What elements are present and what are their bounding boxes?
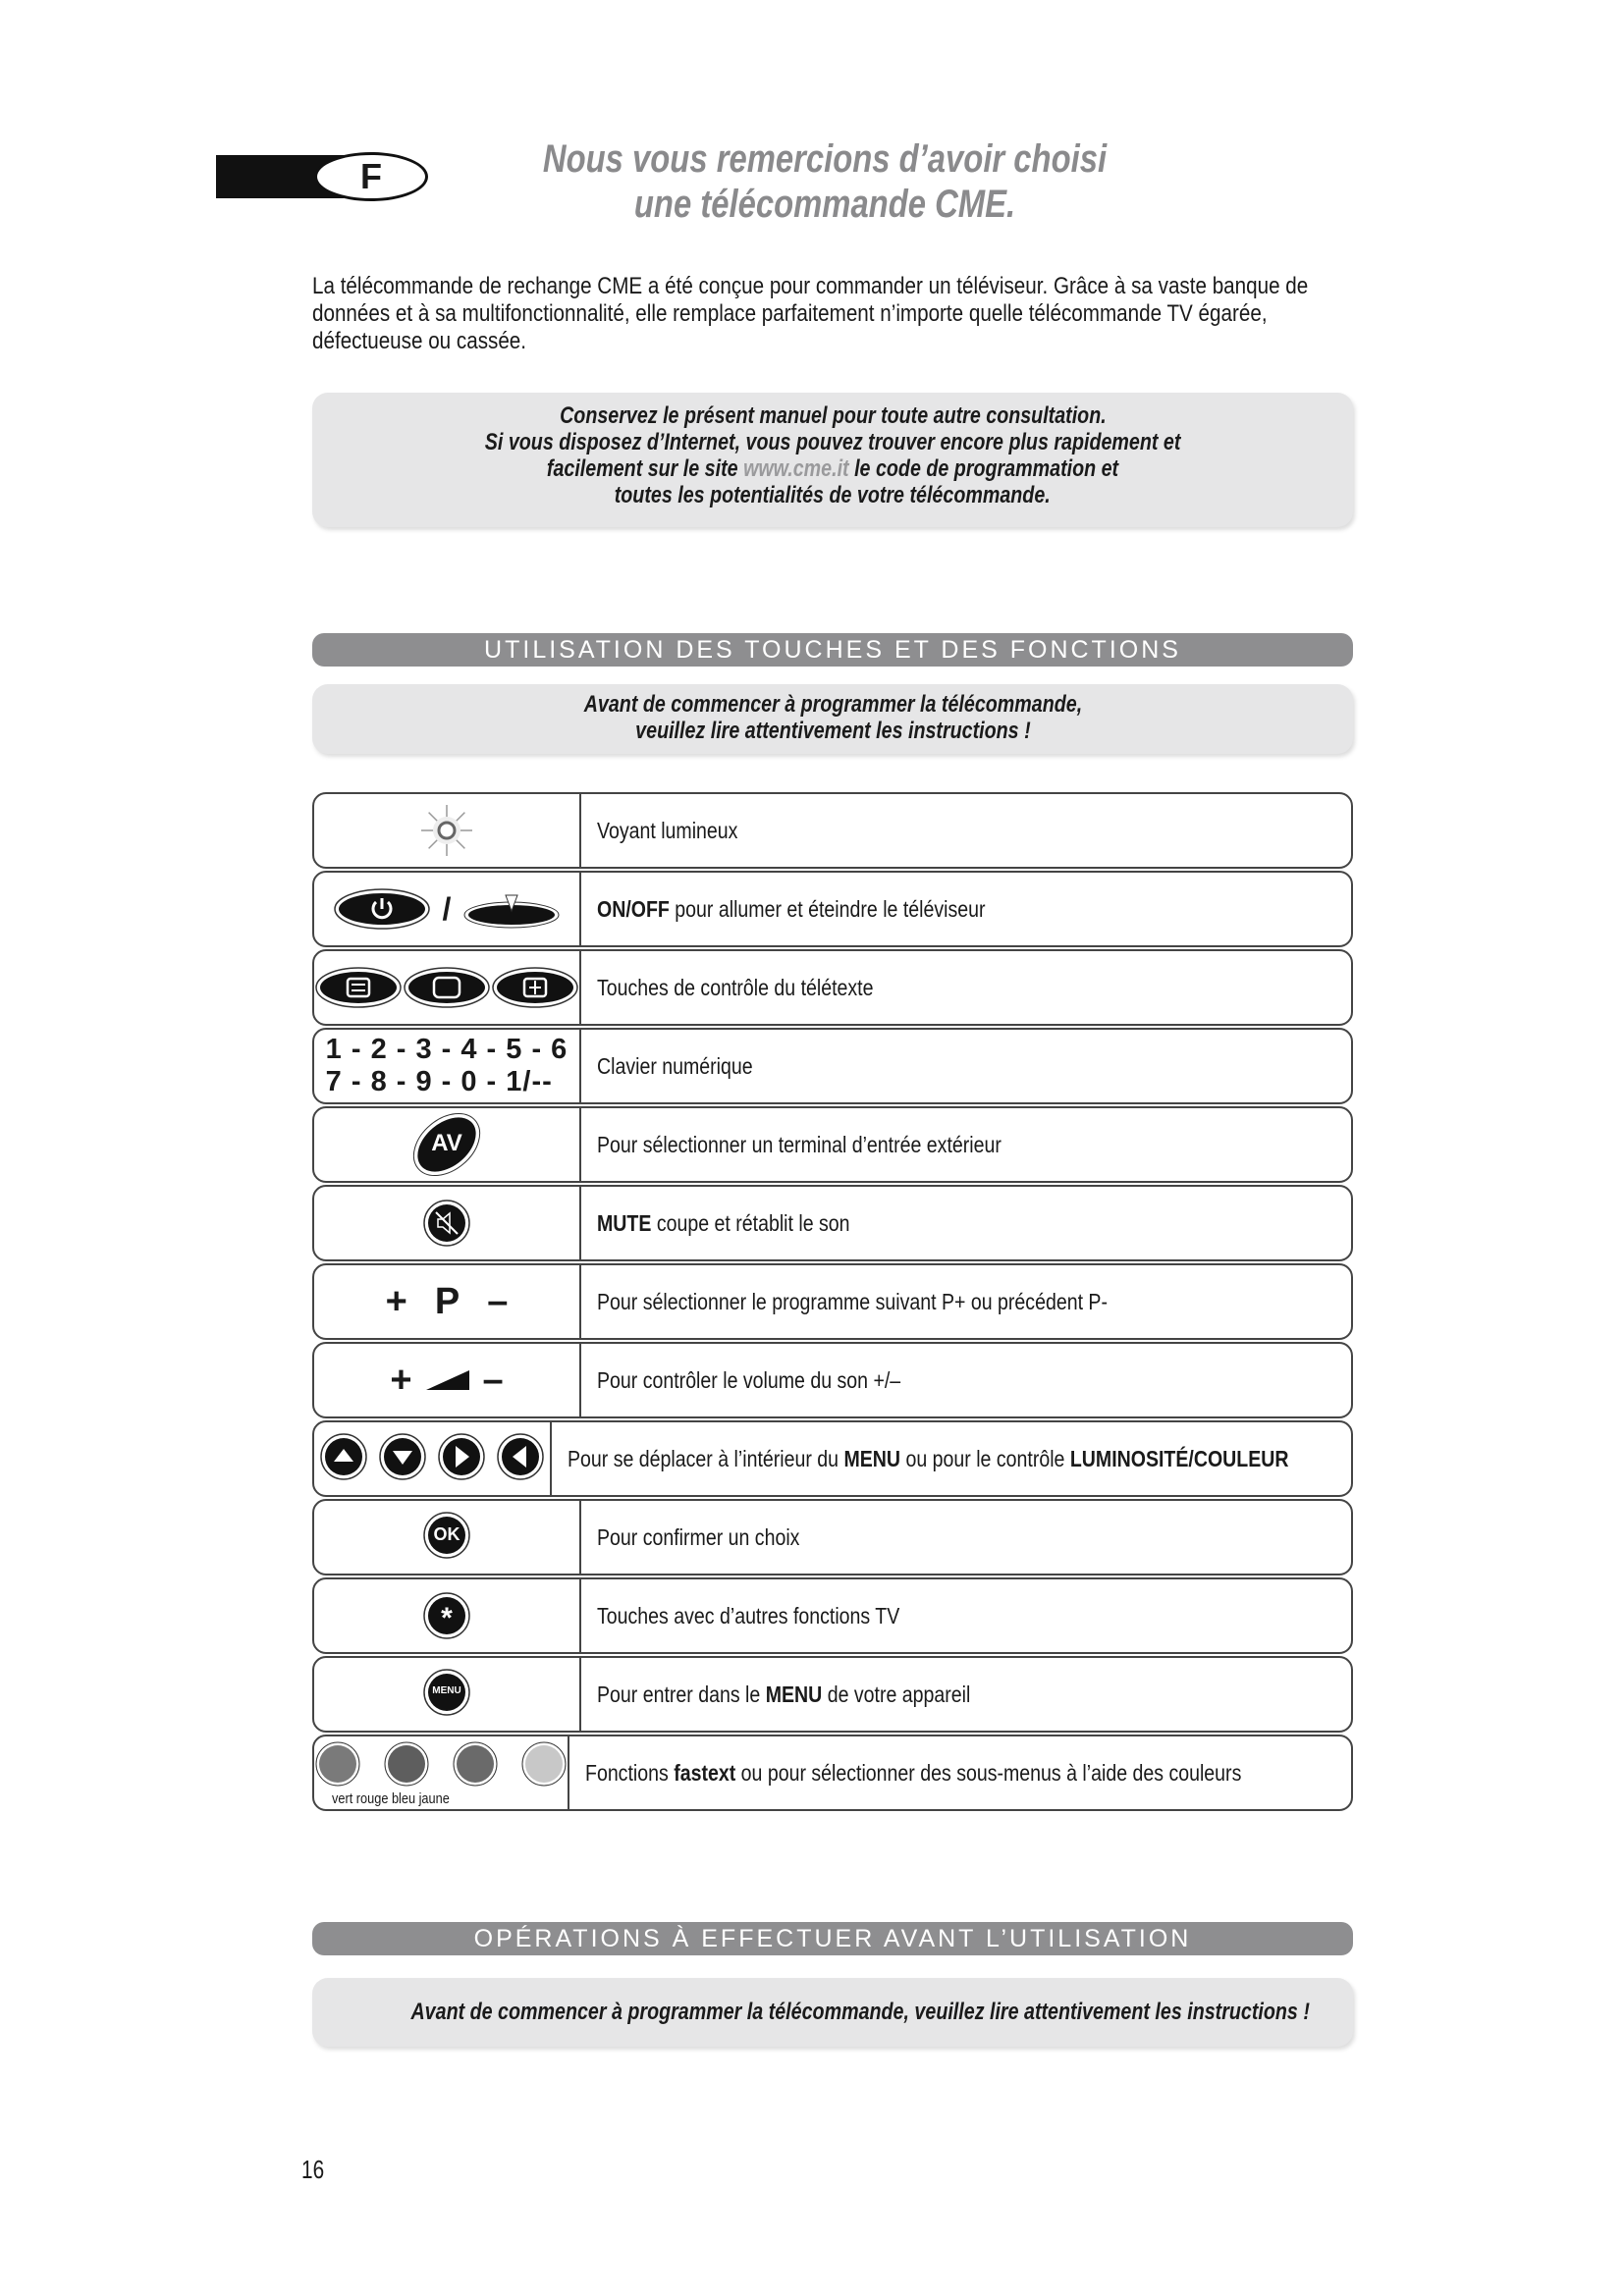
table-row xyxy=(312,1185,1353,1261)
numeric-keys-line-1: 1 - 2 - 3 - 4 - 5 - 6 xyxy=(325,1034,568,1065)
description-segment: MUTE xyxy=(597,1209,652,1236)
led-light-icon xyxy=(314,794,581,867)
volume-ramp-icon xyxy=(426,1370,469,1390)
description-segment: Pour sélectionner le programme suivant P+ ou précédent P- xyxy=(597,1288,1108,1314)
row-description xyxy=(581,873,1351,945)
color-button xyxy=(520,1740,568,1788)
functions-table xyxy=(312,792,1353,1813)
table-row xyxy=(312,1656,1353,1733)
row-description xyxy=(581,794,1351,867)
description-segment: Touches avec d’autres fonctions TV xyxy=(597,1602,900,1629)
numeric-keys xyxy=(314,1030,581,1102)
description-segment: coupe et rétablit le son xyxy=(651,1209,850,1236)
info-line-3-post: le code de programmation et xyxy=(848,455,1119,482)
row-description xyxy=(581,1265,1351,1338)
section1-note-line-1: Avant de commencer à programmer la télécommande, xyxy=(583,691,1082,718)
description-segment: fastext xyxy=(674,1759,736,1786)
row-description xyxy=(581,1579,1351,1652)
ok-button-icon xyxy=(314,1501,581,1574)
table-row xyxy=(312,1735,1353,1811)
row-description xyxy=(581,951,1351,1024)
star-button-icon xyxy=(314,1579,581,1652)
section1-note-line-2: veuillez lire attentivement les instructions ! xyxy=(634,718,1031,744)
table-row xyxy=(312,1028,1353,1104)
plus-symbol: + xyxy=(390,1359,412,1401)
page-number: 16 xyxy=(301,2155,325,2184)
color-button xyxy=(452,1740,499,1788)
arrow-buttons-icon xyxy=(314,1422,552,1495)
av-label: AV xyxy=(431,1130,462,1156)
description-segment: Fonctions xyxy=(585,1759,675,1786)
program-keys xyxy=(314,1265,581,1338)
volume-keys xyxy=(314,1344,581,1416)
description-segment: ON/OFF xyxy=(597,895,670,922)
section2-note xyxy=(312,1978,1353,2047)
table-row xyxy=(312,1263,1353,1340)
page-title-line-1: Nous vous remercions d’avoir choisi xyxy=(542,137,1108,181)
mute-button-icon xyxy=(314,1187,581,1259)
info-line-4: toutes les potentialités de votre télécommande. xyxy=(614,482,1052,508)
section2-note-text: Avant de commencer à programmer la télécommande, veuillez lire attentivement les instructions ! xyxy=(410,1999,1310,2025)
menu-button-icon xyxy=(314,1658,581,1731)
description-segment: de votre appareil xyxy=(822,1681,971,1707)
info-box xyxy=(312,393,1353,527)
info-line-3-pre: facilement sur le site xyxy=(546,455,744,482)
description-segment: LUMINOSITÉ/COULEUR xyxy=(1069,1445,1289,1471)
plus-symbol: + xyxy=(385,1280,407,1322)
section-heading-functions: UTILISATION DES TOUCHES ET DES FONCTIONS xyxy=(312,633,1353,667)
table-row xyxy=(312,949,1353,1026)
separator: / xyxy=(442,890,452,927)
page-title-line-2: une télécommande CME. xyxy=(633,183,1016,226)
description-segment: Pour sélectionner un terminal d’entrée extérieur xyxy=(597,1131,1001,1157)
av-button-icon xyxy=(314,1108,581,1181)
teletext-buttons-icon xyxy=(314,951,581,1024)
power-button-icon xyxy=(314,873,581,945)
program-symbol: P xyxy=(434,1280,460,1322)
info-line-1: Conservez le présent manuel pour toute autre consultation. xyxy=(559,402,1107,429)
description-segment: Pour se déplacer à l’intérieur du xyxy=(568,1445,844,1471)
row-description xyxy=(581,1501,1351,1574)
table-row xyxy=(312,1106,1353,1183)
table-row xyxy=(312,1577,1353,1654)
table-row xyxy=(312,871,1353,947)
svg-text:*: * xyxy=(441,1602,453,1634)
numeric-keys-line-2: 7 - 8 - 9 - 0 - 1/-- xyxy=(325,1066,553,1097)
row-description xyxy=(581,1187,1351,1259)
minus-symbol: – xyxy=(482,1359,504,1401)
color-button xyxy=(383,1740,430,1788)
table-row xyxy=(312,792,1353,869)
description-segment: Pour entrer dans le xyxy=(597,1681,766,1707)
description-segment: ou pour sélectionner des sous-menus à l’aide des couleurs xyxy=(735,1759,1242,1786)
intro-paragraph: La télécommande de rechange CME a été conçue pour commander un téléviseur. Grâce à sa vaste banque de données et à sa multifonctionnalité, elle remplace parfaitement n’importe quelle télécommande TV égarée, défectueuse ou cassée. xyxy=(312,273,1309,354)
table-row xyxy=(312,1342,1353,1418)
description-segment: Pour contrôler le volume du son +/– xyxy=(597,1366,901,1393)
color-buttons-label: vert rouge bleu jaune xyxy=(332,1790,450,1807)
description-segment: Clavier numérique xyxy=(597,1052,753,1079)
description-segment: MENU xyxy=(843,1445,901,1471)
section-heading-operations: OPÉRATIONS À EFFECTUER AVANT L’UTILISATION xyxy=(312,1922,1353,1955)
color-buttons-icon xyxy=(314,1736,569,1809)
row-description xyxy=(581,1658,1351,1731)
ok-label: OK xyxy=(433,1523,460,1544)
table-row xyxy=(312,1420,1353,1497)
description-segment: Pour confirmer un choix xyxy=(597,1523,800,1550)
info-line-2: Si vous disposez d’Internet, vous pouvez trouver encore plus rapidement et xyxy=(484,429,1181,455)
description-segment: ou pour le contrôle xyxy=(900,1445,1070,1471)
cme-website-link[interactable]: www.cme.it xyxy=(743,455,849,482)
row-description xyxy=(581,1108,1351,1181)
menu-label: MENU xyxy=(432,1684,461,1696)
row-description xyxy=(581,1030,1351,1102)
description-segment: MENU xyxy=(765,1681,823,1707)
table-row xyxy=(312,1499,1353,1575)
description-segment: Touches de contrôle du télétexte xyxy=(597,974,874,1000)
color-button xyxy=(314,1740,361,1788)
language-badge: F xyxy=(314,152,428,201)
minus-symbol: – xyxy=(487,1280,509,1322)
language-tab xyxy=(216,152,412,201)
section1-note xyxy=(312,684,1353,754)
row-description xyxy=(552,1422,1416,1495)
description-segment: pour allumer et éteindre le téléviseur xyxy=(669,895,986,922)
row-description xyxy=(581,1344,1351,1416)
description-segment: Voyant lumineux xyxy=(597,817,738,843)
row-description xyxy=(569,1736,1357,1809)
